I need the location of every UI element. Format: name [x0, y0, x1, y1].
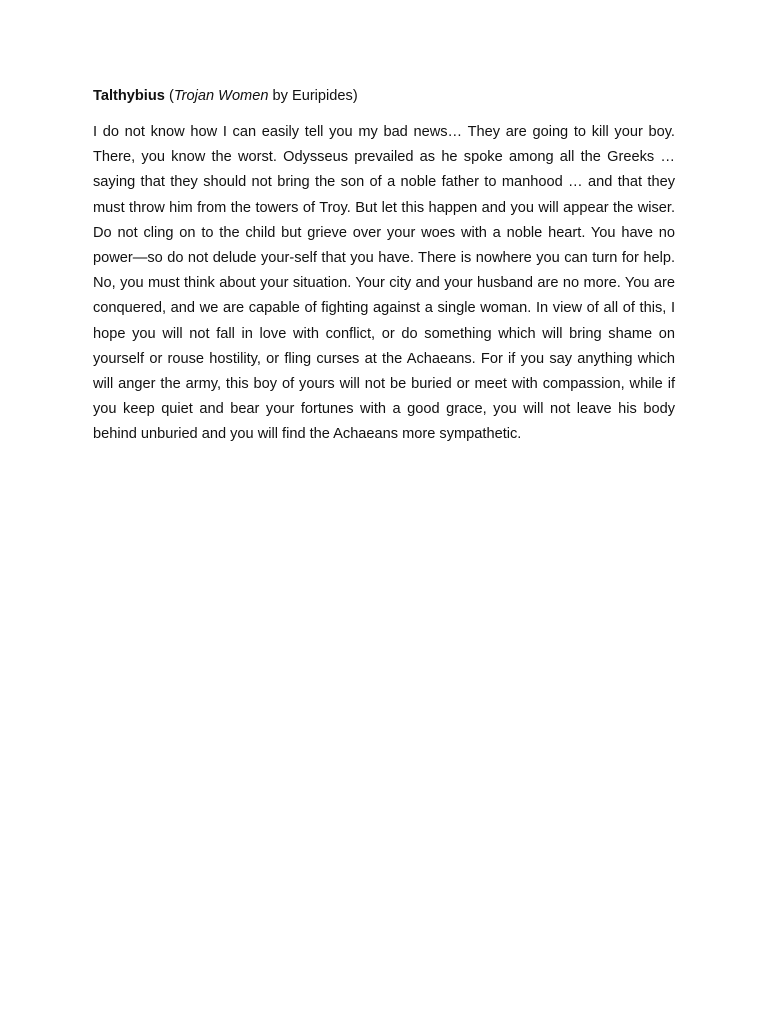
speaker-name: Talthybius [93, 88, 165, 104]
heading-author: by Euripides) [268, 88, 358, 104]
heading-open-paren: ( [164, 88, 174, 104]
passage-text: I do not know how I can easily tell you my bad news… They are going to kill your boy. There, you know the worst. Odysseus prevailed as he spoke among all the Greeks … saying that they should not bring the son of a noble father to manhood … and that they must throw him from the towers of Troy. But let this happen and you will appear the wiser. Do not cling on to the child but grieve over your woes with a noble heart. You have no power—so do not delude your-self that you have. There is nowhere you can turn for help. No, you must think about your situation. Your city and your husband are no more. You are conquered, and we are capable of fighting against a single woman. In view of all of this, I hope you will not fall in love with conflict, or do something which will bring shame on yourself or rouse hostility, or fling curses at the Achaeans. For if you say anything which will anger the army, this boy of yours will not be buried or meet with compassion, while if you keep quiet and bear your fortunes with a good grace, you will not leave his body behind unburied and you will find the Achaeans more sympathetic. [93, 124, 675, 443]
work-title: Trojan Women [173, 88, 269, 104]
passage-heading [93, 86, 675, 106]
document-page [93, 86, 675, 448]
